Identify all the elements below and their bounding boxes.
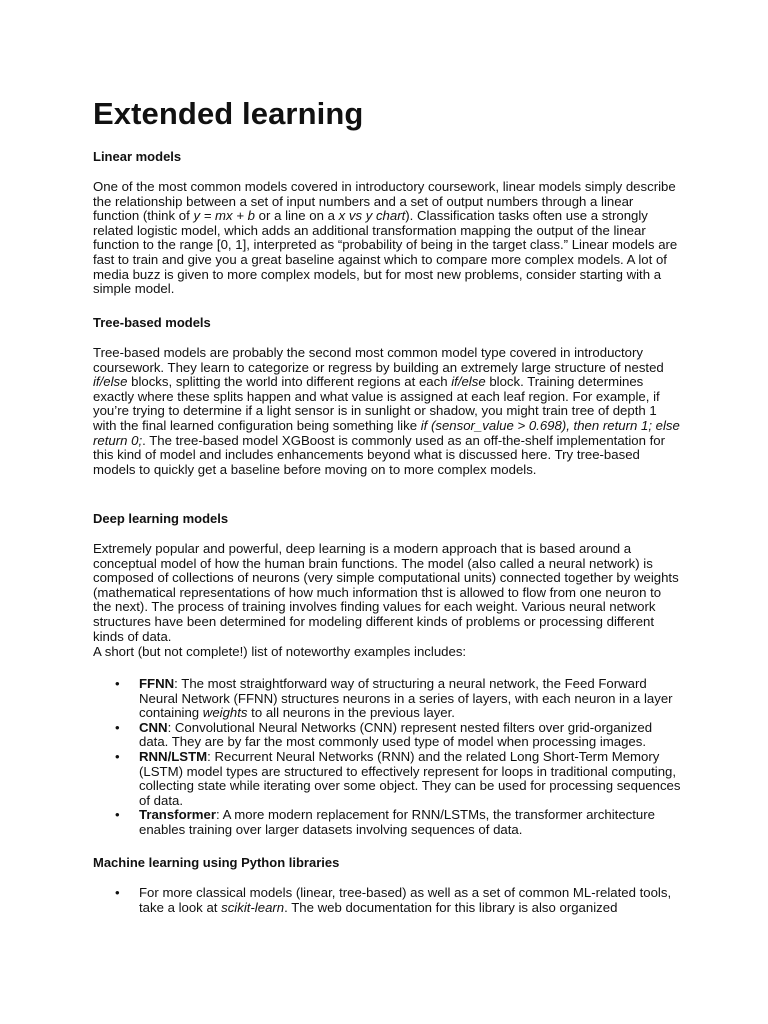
heading-tree-based-models: Tree-based models — [93, 315, 211, 330]
page-title: Extended learning — [93, 96, 364, 131]
heading-deep-learning-models: Deep learning models — [93, 511, 229, 526]
list-item-rnn-lstm: • RNN/LSTM: Recurrent Neural Networks (RNN) and the related Long Short-Term Memory (LSTM) model types are structured to effectively represent for loops in traditional computing, collecting state while iterating over some object. They can be used for processing sequences of data. — [93, 750, 683, 808]
paragraph-tree-based-models: Tree-based models are probably the second most common model type covered in introductory coursework. They learn to categorize or regress by building an extremely large structure of nested if/else blocks, splitting the world into different regions at each if/else block. Training determines exactly where these splits happen and what value is assigned at each leaf region. For example, if you’re trying to determine if a light sensor is in sunlight or shadow, you might train tree of depth 1 with the final learned configuration being something like if (sensor_value > 0.698), then return 1; else return 0;. The tree-based model XGBoost is commonly used as an off-the-shelf implementation for this kind of model and includes enhancements beyond what is discussed here. Try tree-based models to quickly get a baseline before moving on to more complex models. — [93, 345, 680, 477]
paragraph-deep-learning-models: Extremely popular and powerful, deep learning is a modern approach that is based around a conceptual model of how the human brain functions. The model (also called a neural network) is composed of collections of neurons (very simple computational units) connected together by weights (mathematical representations of how much information thst is allowed to flow from one neuron to the next). The process of training involves finding values for each weight. Various neural network structures have been determined for modeling different kinds of problems or processing different kinds of data. — [93, 541, 679, 644]
list-intro: A short (but not complete!) list of noteworthy examples includes: — [93, 644, 467, 659]
list-item-ffnn: • FFNN: The most straightforward way of structuring a neural network, the Feed Forward Neural Network (FFNN) structures neurons in a series of layers, with each neuron in a layer containing weights to all neurons in the previous layer. — [93, 677, 683, 721]
paragraph-linear-models: One of the most common models covered in introductory coursework, linear models simply describe the relationship between a set of input numbers and a set of output numbers through a linear function (think of y = mx + b or a line on a x vs y chart). Classification tasks often use a strongly related logistic model, which adds an additional transformation mapping the output of the linear function to the range [0, 1], interpreted as “probability of being in the target class.” Linear models are fast to train and give you a great baseline against which to compare more complex models. A lot of media buzz is given to more complex models, but for most new problems, consider starting with a simple model. — [93, 179, 678, 297]
deep-learning-list — [93, 677, 683, 838]
list-item-transformer: • Transformer: A more modern replacement for RNN/LSTMs, the transformer architecture enables training over larger datasets involving sequences of data. — [93, 808, 683, 837]
list-item-scikit-learn: • For more classical models (linear, tree-based) as well as a set of common ML-related tools, take a look at scikit-learn. The web documentation for this library is also organized — [93, 886, 683, 915]
list-item-cnn: • CNN: Convolutional Neural Networks (CNN) represent nested filters over grid-organized data. They are by far the most commonly used type of model when processing images. — [93, 721, 683, 750]
heading-linear-models: Linear models — [93, 149, 182, 164]
heading-python-libraries: Machine learning using Python libraries — [93, 855, 340, 870]
python-list — [93, 886, 683, 915]
